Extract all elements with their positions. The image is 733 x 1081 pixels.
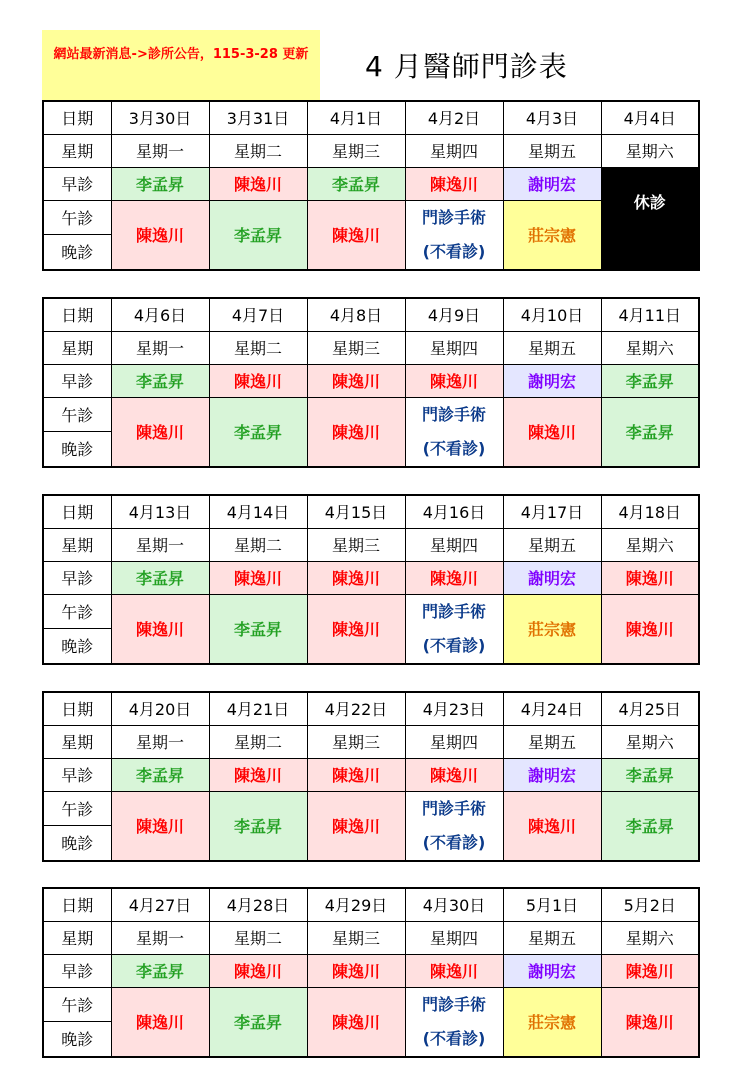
morning-doctor-cell: 謝明宏 bbox=[503, 954, 601, 987]
evening-doctor-cell: 陳逸川 bbox=[601, 594, 699, 664]
date-cell: 4月23日 bbox=[405, 692, 503, 725]
morning-doctor-cell: 陳逸川 bbox=[405, 954, 503, 987]
morning-doctor-cell: 陳逸川 bbox=[209, 561, 307, 594]
page-title: 4 月醫師門診表 bbox=[365, 50, 568, 83]
date-cell: 4月8日 bbox=[307, 298, 405, 331]
date-row bbox=[43, 101, 699, 134]
date-cell: 4月6日 bbox=[111, 298, 209, 331]
weekday-cell: 星期一 bbox=[111, 921, 209, 954]
evening-doctor-cell: 陳逸川 bbox=[307, 791, 405, 861]
evening-doctor-cell: 陳逸川 bbox=[307, 987, 405, 1057]
date-cell: 4月16日 bbox=[405, 495, 503, 528]
morning-row bbox=[43, 167, 699, 200]
weekday-row bbox=[43, 528, 699, 561]
weekday-cell: 星期二 bbox=[209, 921, 307, 954]
surgery-cell bbox=[405, 200, 503, 270]
weekday-cell: 星期四 bbox=[405, 134, 503, 167]
morning-doctor-cell: 陳逸川 bbox=[307, 954, 405, 987]
morning-doctor-cell: 陳逸川 bbox=[601, 954, 699, 987]
date-row bbox=[43, 692, 699, 725]
afternoon-row bbox=[43, 791, 699, 826]
evening-doctor-cell: 李孟昇 bbox=[601, 397, 699, 467]
date-cell: 4月13日 bbox=[111, 495, 209, 528]
evening-doctor-cell: 李孟昇 bbox=[601, 791, 699, 861]
evening-doctor-cell: 陳逸川 bbox=[111, 987, 209, 1057]
morning-label: 早診 bbox=[43, 954, 111, 987]
evening-label: 晚診 bbox=[43, 826, 111, 861]
evening-doctor-cell: 莊宗憲 bbox=[503, 594, 601, 664]
evening-doctor-cell: 陳逸川 bbox=[503, 791, 601, 861]
surgery-cell bbox=[405, 397, 503, 467]
afternoon-label: 午診 bbox=[43, 594, 111, 629]
afternoon-row bbox=[43, 987, 699, 1022]
weekday-row bbox=[43, 725, 699, 758]
morning-doctor-cell: 李孟昇 bbox=[111, 954, 209, 987]
weekday-cell: 星期四 bbox=[405, 725, 503, 758]
date-cell: 5月2日 bbox=[601, 888, 699, 921]
weekday-cell: 星期三 bbox=[307, 528, 405, 561]
morning-row bbox=[43, 364, 699, 397]
date-cell: 5月1日 bbox=[503, 888, 601, 921]
evening-doctor-cell: 陳逸川 bbox=[111, 791, 209, 861]
week-table bbox=[42, 100, 700, 271]
surgery-line1: 門診手術 bbox=[421, 601, 486, 621]
surgery-line2: (不看診) bbox=[422, 438, 486, 458]
evening-doctor-cell: 陳逸川 bbox=[601, 987, 699, 1057]
weekday-cell: 星期三 bbox=[307, 331, 405, 364]
morning-doctor-cell: 陳逸川 bbox=[209, 167, 307, 200]
morning-doctor-cell: 李孟昇 bbox=[601, 758, 699, 791]
weekday-cell: 星期二 bbox=[209, 725, 307, 758]
weekday-cell: 星期六 bbox=[601, 725, 699, 758]
date-cell: 4月30日 bbox=[405, 888, 503, 921]
weekday-cell: 星期五 bbox=[503, 921, 601, 954]
evening-label: 晚診 bbox=[43, 1022, 111, 1057]
weekday-cell: 星期五 bbox=[503, 725, 601, 758]
date-label: 日期 bbox=[43, 101, 111, 134]
week-table bbox=[42, 297, 700, 468]
evening-label: 晚診 bbox=[43, 432, 111, 467]
weekday-label: 星期 bbox=[43, 528, 111, 561]
evening-doctor-cell: 陳逸川 bbox=[111, 397, 209, 467]
weekday-cell: 星期四 bbox=[405, 921, 503, 954]
weekday-cell: 星期六 bbox=[601, 921, 699, 954]
date-cell: 3月30日 bbox=[111, 101, 209, 134]
date-row bbox=[43, 298, 699, 331]
weekday-row bbox=[43, 331, 699, 364]
evening-doctor-cell: 李孟昇 bbox=[209, 397, 307, 467]
weekday-cell: 星期三 bbox=[307, 921, 405, 954]
surgery-cell bbox=[405, 594, 503, 664]
evening-doctor-cell: 莊宗憲 bbox=[503, 200, 601, 270]
date-cell: 4月17日 bbox=[503, 495, 601, 528]
afternoon-row bbox=[43, 397, 699, 432]
morning-doctor-cell: 李孟昇 bbox=[307, 167, 405, 200]
surgery-line1: 門診手術 bbox=[421, 207, 486, 227]
surgery-line2: (不看診) bbox=[422, 1028, 486, 1048]
afternoon-label: 午診 bbox=[43, 987, 111, 1022]
morning-doctor-cell: 謝明宏 bbox=[503, 561, 601, 594]
surgery-line1: 門診手術 bbox=[421, 404, 486, 424]
morning-row bbox=[43, 758, 699, 791]
date-cell: 4月18日 bbox=[601, 495, 699, 528]
weekday-cell: 星期二 bbox=[209, 528, 307, 561]
surgery-line1: 門診手術 bbox=[421, 994, 486, 1014]
evening-doctor-cell: 李孟昇 bbox=[209, 200, 307, 270]
morning-doctor-cell: 陳逸川 bbox=[601, 561, 699, 594]
date-cell: 4月28日 bbox=[209, 888, 307, 921]
morning-row bbox=[43, 561, 699, 594]
date-cell: 4月11日 bbox=[601, 298, 699, 331]
morning-doctor-cell: 陳逸川 bbox=[307, 364, 405, 397]
weekday-cell: 星期六 bbox=[601, 134, 699, 167]
date-cell: 4月2日 bbox=[405, 101, 503, 134]
weekday-cell: 星期五 bbox=[503, 134, 601, 167]
surgery-line1: 門診手術 bbox=[421, 798, 486, 818]
date-row bbox=[43, 888, 699, 921]
afternoon-label: 午診 bbox=[43, 200, 111, 235]
weekday-label: 星期 bbox=[43, 725, 111, 758]
date-label: 日期 bbox=[43, 888, 111, 921]
morning-doctor-cell: 李孟昇 bbox=[111, 561, 209, 594]
evening-doctor-cell: 陳逸川 bbox=[111, 594, 209, 664]
date-cell: 4月24日 bbox=[503, 692, 601, 725]
morning-doctor-cell: 謝明宏 bbox=[503, 364, 601, 397]
weekday-label: 星期 bbox=[43, 134, 111, 167]
date-cell: 4月15日 bbox=[307, 495, 405, 528]
weekday-cell: 星期二 bbox=[209, 134, 307, 167]
date-cell: 4月29日 bbox=[307, 888, 405, 921]
weekday-cell: 星期四 bbox=[405, 331, 503, 364]
weekday-row bbox=[43, 921, 699, 954]
morning-doctor-cell: 李孟昇 bbox=[601, 364, 699, 397]
date-cell: 4月4日 bbox=[601, 101, 699, 134]
morning-doctor-cell: 陳逸川 bbox=[209, 758, 307, 791]
date-label: 日期 bbox=[43, 495, 111, 528]
weekday-cell: 星期六 bbox=[601, 331, 699, 364]
surgery-line2: (不看診) bbox=[422, 832, 486, 852]
surgery-cell bbox=[405, 987, 503, 1057]
afternoon-label: 午診 bbox=[43, 397, 111, 432]
date-cell: 4月22日 bbox=[307, 692, 405, 725]
date-cell: 4月7日 bbox=[209, 298, 307, 331]
date-cell: 4月20日 bbox=[111, 692, 209, 725]
evening-doctor-cell: 陳逸川 bbox=[111, 200, 209, 270]
morning-doctor-cell: 陳逸川 bbox=[209, 954, 307, 987]
evening-doctor-cell: 李孟昇 bbox=[209, 594, 307, 664]
morning-doctor-cell: 陳逸川 bbox=[405, 758, 503, 791]
weekday-label: 星期 bbox=[43, 331, 111, 364]
evening-doctor-cell: 李孟昇 bbox=[209, 791, 307, 861]
date-row bbox=[43, 495, 699, 528]
morning-doctor-cell: 陳逸川 bbox=[307, 561, 405, 594]
afternoon-row bbox=[43, 200, 699, 235]
date-cell: 4月14日 bbox=[209, 495, 307, 528]
morning-row bbox=[43, 954, 699, 987]
weekday-cell: 星期四 bbox=[405, 528, 503, 561]
weekday-cell: 星期一 bbox=[111, 725, 209, 758]
update-notice: 網站最新消息->診所公告，115-3-28 更新 bbox=[42, 30, 320, 100]
morning-doctor-cell: 李孟昇 bbox=[111, 364, 209, 397]
weekday-cell: 星期一 bbox=[111, 134, 209, 167]
afternoon-row bbox=[43, 594, 699, 629]
closed-cell: 休診 bbox=[601, 167, 699, 270]
evening-doctor-cell: 陳逸川 bbox=[307, 200, 405, 270]
morning-doctor-cell: 陳逸川 bbox=[307, 758, 405, 791]
date-cell: 4月10日 bbox=[503, 298, 601, 331]
weekday-label: 星期 bbox=[43, 921, 111, 954]
date-cell: 4月3日 bbox=[503, 101, 601, 134]
date-label: 日期 bbox=[43, 298, 111, 331]
morning-label: 早診 bbox=[43, 364, 111, 397]
evening-label: 晚診 bbox=[43, 629, 111, 664]
week-table bbox=[42, 691, 700, 862]
evening-doctor-cell: 陳逸川 bbox=[503, 397, 601, 467]
date-cell: 3月31日 bbox=[209, 101, 307, 134]
date-cell: 4月25日 bbox=[601, 692, 699, 725]
surgery-cell bbox=[405, 791, 503, 861]
morning-doctor-cell: 謝明宏 bbox=[503, 758, 601, 791]
weekday-cell: 星期三 bbox=[307, 725, 405, 758]
afternoon-label: 午診 bbox=[43, 791, 111, 826]
surgery-line2: (不看診) bbox=[422, 241, 486, 261]
weekday-cell: 星期二 bbox=[209, 331, 307, 364]
date-cell: 4月27日 bbox=[111, 888, 209, 921]
week-table bbox=[42, 494, 700, 665]
weekday-cell: 星期六 bbox=[601, 528, 699, 561]
weekday-cell: 星期五 bbox=[503, 528, 601, 561]
week-table bbox=[42, 887, 700, 1058]
weekday-cell: 星期三 bbox=[307, 134, 405, 167]
morning-label: 早診 bbox=[43, 561, 111, 594]
morning-doctor-cell: 陳逸川 bbox=[405, 561, 503, 594]
date-label: 日期 bbox=[43, 692, 111, 725]
date-cell: 4月21日 bbox=[209, 692, 307, 725]
date-cell: 4月9日 bbox=[405, 298, 503, 331]
morning-doctor-cell: 陳逸川 bbox=[209, 364, 307, 397]
evening-doctor-cell: 莊宗憲 bbox=[503, 987, 601, 1057]
evening-label: 晚診 bbox=[43, 235, 111, 270]
morning-doctor-cell: 陳逸川 bbox=[405, 167, 503, 200]
morning-doctor-cell: 陳逸川 bbox=[405, 364, 503, 397]
weekday-cell: 星期五 bbox=[503, 331, 601, 364]
weekday-row bbox=[43, 134, 699, 167]
date-cell: 4月1日 bbox=[307, 101, 405, 134]
evening-doctor-cell: 李孟昇 bbox=[209, 987, 307, 1057]
morning-doctor-cell: 謝明宏 bbox=[503, 167, 601, 200]
morning-label: 早診 bbox=[43, 167, 111, 200]
surgery-line2: (不看診) bbox=[422, 635, 486, 655]
morning-label: 早診 bbox=[43, 758, 111, 791]
weekday-cell: 星期一 bbox=[111, 331, 209, 364]
morning-doctor-cell: 李孟昇 bbox=[111, 167, 209, 200]
morning-doctor-cell: 李孟昇 bbox=[111, 758, 209, 791]
weekday-cell: 星期一 bbox=[111, 528, 209, 561]
evening-doctor-cell: 陳逸川 bbox=[307, 594, 405, 664]
evening-doctor-cell: 陳逸川 bbox=[307, 397, 405, 467]
